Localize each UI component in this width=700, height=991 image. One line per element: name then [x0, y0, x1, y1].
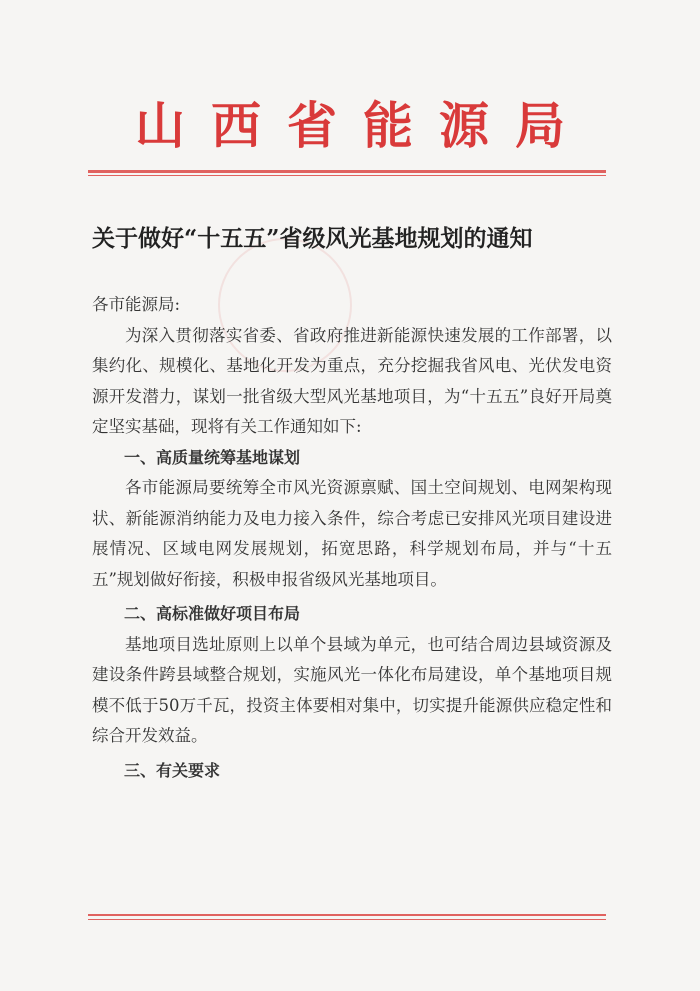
section-heading-2: 二、高标准做好项目布局	[124, 604, 301, 623]
letterhead-org-name: 山西省能源局	[135, 96, 591, 155]
section-text-1: 各市能源局要统筹全市风光资源禀赋、国土空间规划、电网架构现状、新能源消纳能力及电力接入条件，综合考虑已安排风光项目建设进展情况、区域电网发展规划，拓宽思路，科学规划布局，并与“十五五”规划做好衔接，积极申报省级风光基地项目。	[92, 478, 612, 589]
section-heading-3: 三、有关要求	[124, 760, 221, 780]
footer-rule	[88, 914, 606, 916]
document-title: 关于做好“十五五”省级风光基地规划的通知	[92, 225, 533, 252]
footer-rule-thin	[88, 919, 606, 920]
document-body	[92, 290, 612, 786]
intro-paragraph: 为深入贯彻落实省委、省政府推进新能源快速发展的工作部署，以集约化、规模化、基地化开发为重点，充分挖掘我省风电、光伏发电资源开发潜力，谋划一批省级大型风光基地项目，为“十五五”良好开局奠定坚实基础，现将有关工作通知如下:	[92, 325, 612, 436]
letterhead-rule-thin	[88, 175, 606, 176]
letterhead-rule	[88, 170, 606, 173]
salutation: 各市能源局:	[92, 295, 181, 314]
section-heading-1: 一、高质量统筹基地谋划	[124, 447, 301, 467]
section-text-2: 基地项目选址原则上以单个县域为单元，也可结合周边县域资源及建设条件跨县域整合规划，实施风光一体化布局建设，单个基地项目规模不低于50万千瓦，投资主体要相对集中，切实提升能源供应稳定性和综合开发效益。	[92, 634, 612, 745]
